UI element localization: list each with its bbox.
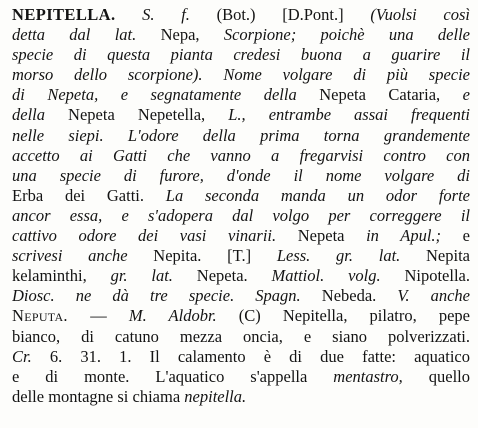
entry-line — [12, 226, 470, 246]
entry-line — [12, 266, 470, 286]
entry-text-run: Nepa, — [160, 25, 224, 45]
entry-text-run: e — [462, 85, 470, 105]
entry-text-run: La seconda manda un odor forte — [165, 185, 470, 205]
entry-text-run: Nepeta Cataria, — [319, 85, 463, 105]
entry-text-run: Nebeda. — [321, 286, 398, 306]
entry-text-run: cattivo odore dei vasi vinarii. — [12, 226, 298, 246]
entry-text-run: Nepita. [T.] — [153, 246, 277, 266]
entry-text-run: Mattiol. volg. — [271, 266, 405, 286]
entry-text-run: mentastro, — [333, 366, 429, 386]
entry-line — [12, 206, 470, 226]
entry-line — [12, 387, 470, 407]
entry-text-run: quello — [428, 366, 470, 386]
entry-line — [12, 347, 470, 367]
entry-text-run: (Bot.) [D.Pont.] — [189, 5, 371, 24]
entry-text-run: Nepeta — [297, 226, 367, 246]
entry-text-run: bianco, di catuno mezza oncia, e siano polverizzati. — [12, 326, 470, 346]
entry-text-run: detta dal lat. — [12, 25, 161, 45]
entry-text-run: L., entrambe assai frequenti — [228, 105, 470, 125]
entry-line — [12, 166, 470, 186]
entry-text-run: specie di questa pianta credesi buona a guarire il — [12, 45, 470, 65]
entry-text-run: ancor essa, e s'adopera dal volgo per correggere il — [12, 205, 470, 225]
entry-text-run: Erba dei Gatti. — [12, 185, 166, 205]
entry-text-run: e di monte. L'aquatico s'appella — [12, 366, 334, 386]
entry-line — [12, 5, 470, 25]
entry-line — [12, 126, 470, 146]
entry-text-run: della — [12, 105, 69, 125]
entry-text-run: e segnatamente della — [120, 85, 320, 105]
entry-text-run: una specie di furore, d'onde il nome volgare di — [12, 165, 470, 185]
entry-text-run: (Vuolsi così — [370, 5, 470, 24]
entry-text-run: in Apul.; — [366, 226, 463, 246]
entry-text-run: Nepeta Nepetella, — [68, 105, 229, 125]
entry-text-run: delle montagne si chiama — [12, 386, 185, 406]
entry-text-run: Nipotella. — [404, 266, 470, 286]
entry-line — [12, 105, 470, 125]
entry-line — [12, 306, 470, 326]
entry-text-run: M. Aldobr. — [128, 306, 239, 326]
entry-text-run: e — [462, 226, 470, 246]
entry-text-run: V. anche — [397, 286, 470, 306]
entry-text-run: (C) Nepitella, pilatro, pepe — [238, 306, 470, 326]
entry-text-run: kelaminthi, — [12, 266, 111, 286]
entry-text-run: Diosc. ne dà tre specie. Spagn. — [12, 286, 322, 306]
entry-text-run: Nepeta. — [196, 266, 272, 286]
dictionary-entry-nepitella — [12, 5, 470, 407]
entry-line — [12, 327, 470, 347]
entry-text-run: nepitella. — [184, 386, 247, 406]
entry-text-run: Cr. — [12, 346, 50, 366]
entry-text-run: nelle siepi. L'odore della prima torna grandemente — [12, 125, 470, 145]
entry-text-run: Nepeta, — [47, 85, 121, 105]
cross-reference: Neputa. — [12, 306, 91, 326]
entry-text-run: Nepita — [426, 246, 470, 266]
entry-text-run: 6. 31. 1. Il calamento è di due fatte: aquatico — [49, 346, 470, 366]
entry-line — [12, 146, 470, 166]
entry-line — [12, 65, 470, 85]
entry-text-run: Scorpione; poichè una delle — [223, 25, 470, 45]
entry-text-run: gr. lat. — [110, 266, 197, 286]
entry-text-run: di — [12, 85, 48, 105]
entry-text-run: — — [90, 306, 129, 326]
entry-text-run: morso dello scorpione). Nome volgare di più specie — [12, 65, 470, 85]
entry-text-run: Less. gr. lat. — [276, 246, 427, 266]
entry-text-run: scrivesi anche — [12, 246, 154, 266]
entry-line — [12, 367, 470, 387]
entry-text-run: accetto ai Gatti che vanno a fregarvisi contro con — [12, 145, 470, 165]
entry-line — [12, 186, 470, 206]
entry-line — [12, 246, 470, 266]
headword: NEPITELLA. — [12, 5, 116, 24]
entry-line — [12, 286, 470, 306]
entry-line — [12, 25, 470, 45]
entry-line — [12, 45, 470, 65]
entry-line — [12, 85, 470, 105]
entry-text-run: S. f. — [115, 5, 190, 24]
